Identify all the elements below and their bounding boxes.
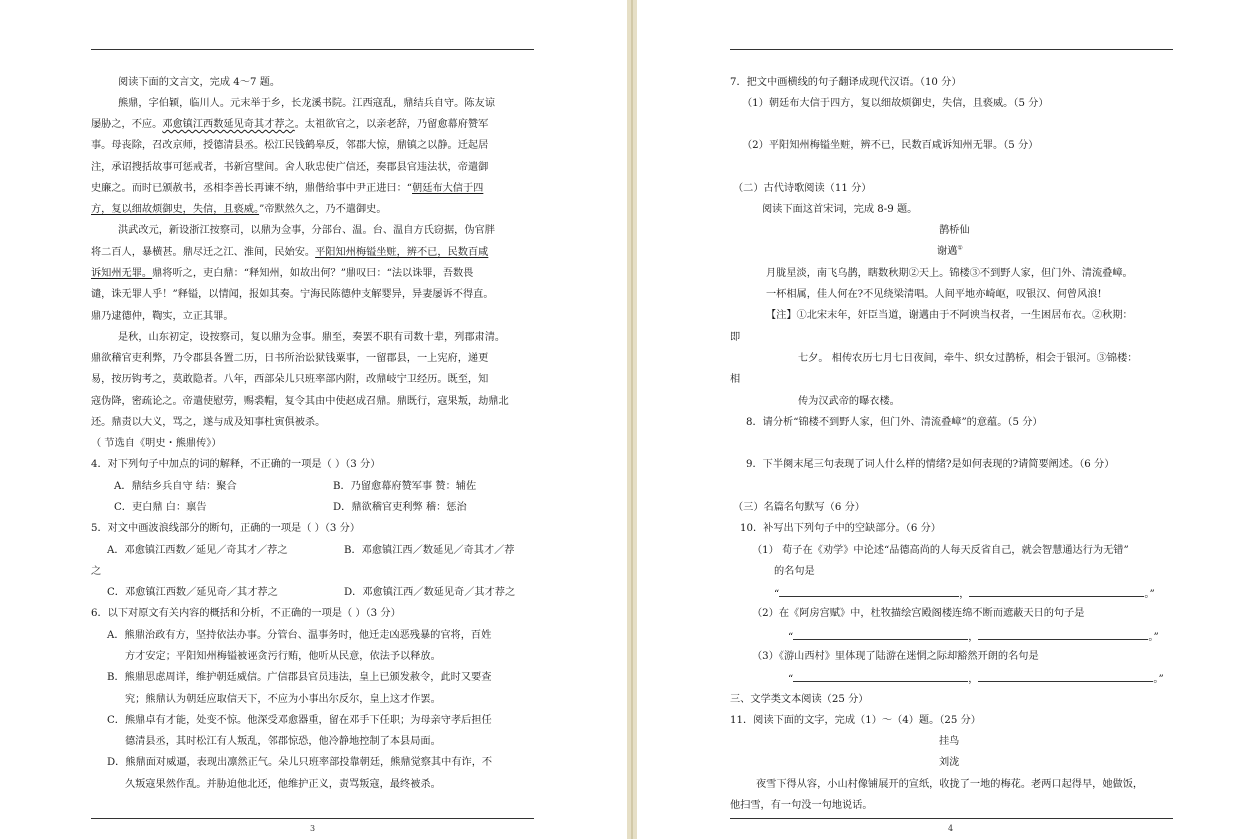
poem-note: 传为汉武帝的曝衣楼。: [798, 396, 900, 407]
question-11-stem: 11．阅读下面的文字，完成（1）～（4）题。（25 分）: [730, 715, 981, 726]
passage-line: 洪武改元，新设浙江按察司，以鼎为佥事，分部台、温。台、温自方氏窃据，伪官胖: [118, 225, 495, 236]
question-8: 8．请分析“锦楼不到野人家，但门外、清流叠嶂”的意蕴。（5 分）: [746, 417, 1043, 428]
question-10-item-1-cont: 的名句是: [774, 566, 815, 577]
question-5-option-b-wrap: 之: [91, 566, 102, 577]
passage-line: 鼎欲稽官吏利弊，乃令郡县各置二历，日书所治讼狱钱粟事，一留郡县，一上宪府，递更: [91, 353, 489, 364]
question-6-option-d: D．熊鼎面对威逼，表现出凛然正气。朵儿只班率部投靠朝廷，熊鼎觉察其中有诈，不: [107, 757, 493, 768]
poem-note: 七夕。 相传农历七月七日夜间，牵牛、织女过鹊桥，相会于银河。③锦楼：: [798, 353, 1138, 364]
wavy-underlined-sentence: 邓愈镇江西数延见奇其才荐之: [162, 119, 295, 130]
answer-blank[interactable]: [969, 586, 1144, 597]
source-citation: （ 节选自《明史・熊鼎传》）: [91, 438, 222, 449]
passage-line: 事。母丧除，召改京师，授德清县丞。松江民钱鹤皋反，邻郡大惊，鼎镇之以静。迁起居: [91, 140, 489, 151]
story-author: 刘泷: [939, 757, 960, 768]
poem-note: 相: [730, 374, 741, 385]
question-4-option-b: B．乃留愈幕府赞军事 赞：辅佐: [333, 481, 477, 492]
header-rule: [91, 49, 534, 50]
question-6-option-a: A．熊鼎治政有方，坚持依法办事。分管台、温事务时，他迁走凶恶残暴的官将，百姓: [107, 630, 492, 641]
question-6-option-c: C．熊鼎卓有才能，处变不惊。他深受邓愈器重，留在邓手下任职；为母亲守孝后担任: [107, 715, 492, 726]
passage-line: 熊鼎，字伯颖，临川人。元末举于乡，长龙溪书院。江西寇乱，鼎结兵自守。陈友谅: [118, 98, 495, 109]
question-10-item-3: （3）《游山西村》里体现了陆游在迷惘之际却豁然开朗的名句是: [752, 651, 1039, 662]
poem-line: 一杯相属，佳人何在?不见绕梁清唱。人间平地亦崎岖，叹银汉、何曾风浪!: [766, 289, 1102, 300]
answer-blank[interactable]: [978, 629, 1148, 640]
section-literature-heading: 三、文学类文本阅读（25 分）: [730, 694, 869, 705]
passage-line: 易，按历钩考之，莫敢隐者。八年，西部朵儿只班率部内附，改鼎岐宁卫经历。既至，知: [91, 374, 489, 385]
footer-rule: [91, 818, 534, 819]
page-left: [0, 0, 627, 839]
answer-blank-row: “ ， 。”: [788, 629, 1159, 643]
passage-line: 注，承诏搜括故事可惩戒者，书新宫壁间。舍人耿忠使广信还，奏郡县官违法状，帝遣御: [91, 162, 489, 173]
answer-blank[interactable]: [779, 586, 959, 597]
question-4-option-a: A．鼎结乡兵自守 结：聚合: [114, 481, 237, 492]
passage-line: 史廉之。而时已颁赦书，丞相李善长再谏不纳，鼎偕给事中尹正进曰：“朝廷布大信于四: [91, 183, 484, 194]
passage-line: 寇伪降，密疏论之。帝遣使慰劳，赐裘帽，复令其由中使赵成召鼎。鼎既行，寇果叛，劫鼎北: [91, 396, 509, 407]
section-recitation-heading: （三）名篇名句默写（6 分）: [733, 502, 865, 513]
underlined-sentence: 诉知州无罪。: [91, 268, 153, 279]
story-line: 夜雪下得从容，小山村像铺展开的宣纸，收拢了一地的梅花。老两口起得早，她做饭，: [756, 779, 1144, 790]
passage-line: 谴，诛无罪人乎！”释镒，以情闻，报如其奏。宁海民陈德仲支解婴异，异妻屡诉不得直。: [91, 289, 494, 300]
poem-line: 月胧星淡，南飞乌鹊，瞎数秋期②天上。锦楼③不到野人家，但门外、清流叠嶂。: [766, 268, 1133, 279]
passage-line: 是秋，山东初定，设按察司，复以鼎为佥事。鼎至，奏罢不职有司数十辈，列郡肃清。: [118, 332, 506, 343]
underlined-sentence: 方，复以细故烦御史，失信，且亵威。: [91, 204, 260, 215]
answer-blank[interactable]: [793, 629, 968, 640]
answer-blank-row: “ ， 。”: [774, 586, 1155, 600]
page-gutter: [627, 0, 637, 839]
passage-line: 将二百人，暴横甚。鼎尽迁之江、淮间，民始安。平阳知州梅镒坐赃，辨不已，民数百咸: [91, 247, 489, 258]
section-poetry-heading: （二）古代诗歌阅读（11 分）: [733, 183, 872, 194]
passage-line: 方，复以细故烦御史，失信，且亵威。”帝默然久之，乃不遣御史。: [91, 204, 387, 215]
question-7-item-1: （1）朝廷布大信于四方，复以细故烦御史，失信，且亵威。（5 分）: [742, 98, 1049, 109]
question-10-item-1: （1） 荀子在《劝学》中论述“品德高尚的人每天反省自己，就会智慧通达行为无错”: [752, 545, 1129, 556]
header-rule: [730, 49, 1173, 50]
answer-blank[interactable]: [978, 671, 1153, 682]
footer-rule: [730, 818, 1173, 819]
answer-blank[interactable]: [793, 671, 968, 682]
passage-line: 屡胁之，不应。邓愈镇江西数延见奇其才荐之。太祖欲官之，以亲老辞，乃留愈幕府赞军: [91, 119, 489, 130]
underlined-sentence: 平阳知州梅镒坐赃，辨不已，民数百咸: [315, 247, 489, 258]
question-6-option-a-cont: 方才安定；平阳知州梅镒被诬贪污行贿，他听从民意，依法予以释放。: [125, 651, 441, 662]
question-6-option-d-cont: 久叛寇果然作乱。并胁迫他北还，他维护正义，责骂叛寇，最终被杀。: [125, 779, 441, 790]
question-5-stem: 5．对文中画波浪线部分的断句，正确的一项是（ ）（3 分）: [91, 523, 361, 534]
question-4-option-d: D．鼎欲稽官吏利弊 稽：惩治: [333, 502, 467, 513]
story-title: 挂鸟: [939, 736, 960, 747]
passage-line: 诉知州无罪。鼎将听之，吏白鼎：“释知州，如故出何？”鼎叹曰：“法以诛罪，吾数畏: [91, 268, 474, 279]
page-number: 4: [948, 824, 954, 833]
question-5-option-c: C．邓愈镇江西数／延见奇／其才荐之: [107, 587, 278, 598]
question-5-option-b: B．邓愈镇江西／数延见／奇其才／荐: [344, 545, 515, 556]
question-4-stem: 4．对下列句子中加点的词的解释，不正确的一项是（ ）（3 分）: [91, 459, 381, 470]
question-6-stem: 6．以下对原文有关内容的概括和分析，不正确的一项是（ ）（3 分）: [91, 608, 401, 619]
story-line: 他扫雪，有一句没一句地说话。: [730, 800, 873, 811]
question-10-stem: 10．补写出下列句子中的空缺部分。（6 分）: [740, 523, 941, 534]
question-7-item-2: （2）平阳知州梅镒坐赃，辨不已，民数百咸诉知州无罪。（5 分）: [742, 140, 1039, 151]
page-number: 3: [310, 824, 316, 833]
question-10-item-2: （2）在《阿房宫赋》中，杜牧描绘宫殿阁楼连绵不断而遮蔽天日的句子是: [752, 608, 1085, 619]
poem-note: 即: [730, 332, 741, 343]
passage-line: 鼎乃逮德仲，鞫实，立正其罪。: [91, 311, 234, 322]
question-4-option-c: C．吏白鼎 白：禀告: [114, 502, 207, 513]
poem-author: 谢邁①: [937, 244, 963, 257]
question-5-option-d: D．邓愈镇江西／数延见奇／其才荐之: [344, 587, 516, 598]
question-9: 9．下半阕末尾三句表现了词人什么样的情绪?是如何表现的?请简要阐述。（6 分）: [746, 459, 1115, 470]
page-right: [637, 0, 1259, 839]
answer-blank-row: “ ， 。”: [788, 671, 1164, 685]
question-6-option-b-cont: 究；熊鼎认为朝廷应取信天下，不应为小事出尔反尔，皇上这才作罢。: [125, 694, 441, 705]
underlined-sentence: 朝廷布大信于四: [412, 183, 484, 194]
question-5-option-a: A．邓愈镇江西数／延见／奇其才／荐之: [107, 545, 288, 556]
poem-note: 【注】①北宋末年，奸臣当道，谢邁由于不阿谀当权者，一生困居布衣。②秋期：: [766, 310, 1133, 321]
question-6-option-b: B．熊鼎思虑周详，维护朝廷威信。广信郡县官员违法，皇上已颁发赦令，此时又要查: [107, 672, 492, 683]
question-7-stem: 7．把文中画横线的句子翻译成现代汉语。（10 分）: [730, 77, 962, 88]
passage-intro: 阅读下面的文言文，完成 4～7 题。: [118, 77, 281, 88]
poem-intro: 阅读下面这首宋词，完成 8-9 题。: [762, 204, 918, 215]
question-6-option-c-cont: 德清县丞，其时松江有人叛乱，邻郡惊恐，他冷静地控制了本县局面。: [125, 736, 441, 747]
passage-line: 还。鼎责以大义，骂之，遂与成及知事杜寅俱被杀。: [91, 417, 326, 428]
poem-title: 鹊桥仙: [939, 225, 970, 236]
